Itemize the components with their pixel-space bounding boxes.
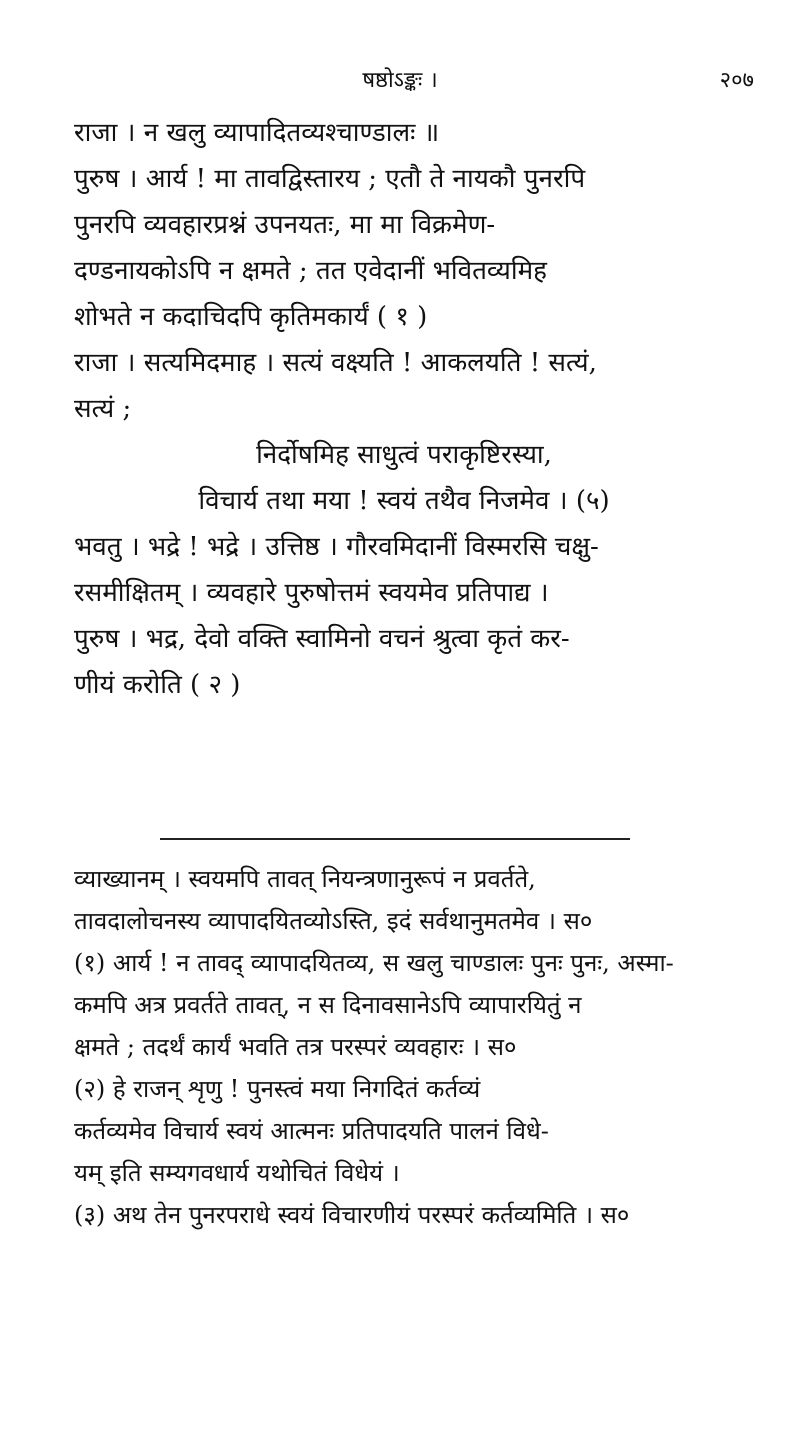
text-line: पुरुष । आर्य ! मा तावद्विस्तारय ; एतौ ते नायकौ पुनरपि [74,164,586,194]
running-title: षष्ठोऽङ्कः । [362,68,438,93]
text-line: णीयं करोति ( २ ) [74,670,241,700]
footnote-line: क्षमते ; तदर्थं कार्यं भवति तत्र परस्परं व्यवहारः । स० [74,1033,517,1061]
text-line: पुनरपि व्यवहारप्रश्नं उपनयतः, मा मा विक्रमेण- [74,210,496,240]
text-line: शोभते न कदाचिदपि कृतिमकार्यं ( १ ) [74,302,428,332]
footnote-divider [160,838,630,840]
verse-line: विचार्य तथा मया ! स्वयं तथैव निजमेव । (५) [198,486,610,516]
footnote-line: यम् इति सम्यगवधार्य यथोचितं विधेयं । [74,1159,400,1187]
text-line: पुरुष । भद्र, देवो वक्ति स्वामिनो वचनं श्रुत्वा कृतं कर- [74,624,570,654]
text-line: राजा । सत्यमिदमाह । सत्यं वक्ष्यति ! आकलयति ! सत्यं, [74,348,597,378]
main-text [74,110,734,708]
text-line: रसमीक्षितम् । व्यवहारे पुरुषोत्तमं स्वयमेव प्रतिपाद्य । [74,578,549,608]
footnote-line: (२) हे राजन् शृणु ! पुनस्त्वं मया निगदितं कर्तव्यं [74,1075,481,1103]
text-line: सत्यं ; [74,394,132,424]
footnote-line: तावदालोचनस्य व्यापादयितव्योऽस्ति, इदं सर्वथानुमतमेव । स० [74,907,593,935]
text-line: राजा । न खलु व्यापादितव्यश्चाण्डालः ॥ [74,118,440,148]
text-line: दण्डनायकोऽपि न क्षमते ; तत एवेदानीं भवितव्यमिह [74,256,547,286]
page-number: २०७ [719,68,754,93]
text-line: भवतु । भद्रे ! भद्रे । उत्तिष्ठ । गौरवमिदानीं विस्मरसि चक्षु- [74,532,599,562]
footnote-line: (३) अथ तेन पुनरपराधे स्वयं विचारणीयं परस्परं कर्तव्यमिति । स० [74,1201,630,1229]
footnotes [74,858,734,1236]
page-header [0,60,800,100]
footnote-line: कमपि अत्र प्रवर्तते तावत्, न स दिनावसानेऽपि व्यापारयितुं न [74,991,582,1019]
footnote-line: व्याख्यानम् । स्वयमपि तावत् नियन्त्रणानुरूपं न प्रवर्तते, [74,865,536,893]
footnote-line: कर्तव्यमेव विचार्य स्वयं आत्मनः प्रतिपादयति पालनं विधे- [74,1117,549,1145]
verse-line: निर्दोषमिह साधुत्वं पराकृष्टिरस्या, [256,440,552,470]
footnote-line: (१) आर्य ! न तावद् व्यापादयितव्य, स खलु चाण्डालः पुनः पुनः, अस्मा- [74,949,674,977]
